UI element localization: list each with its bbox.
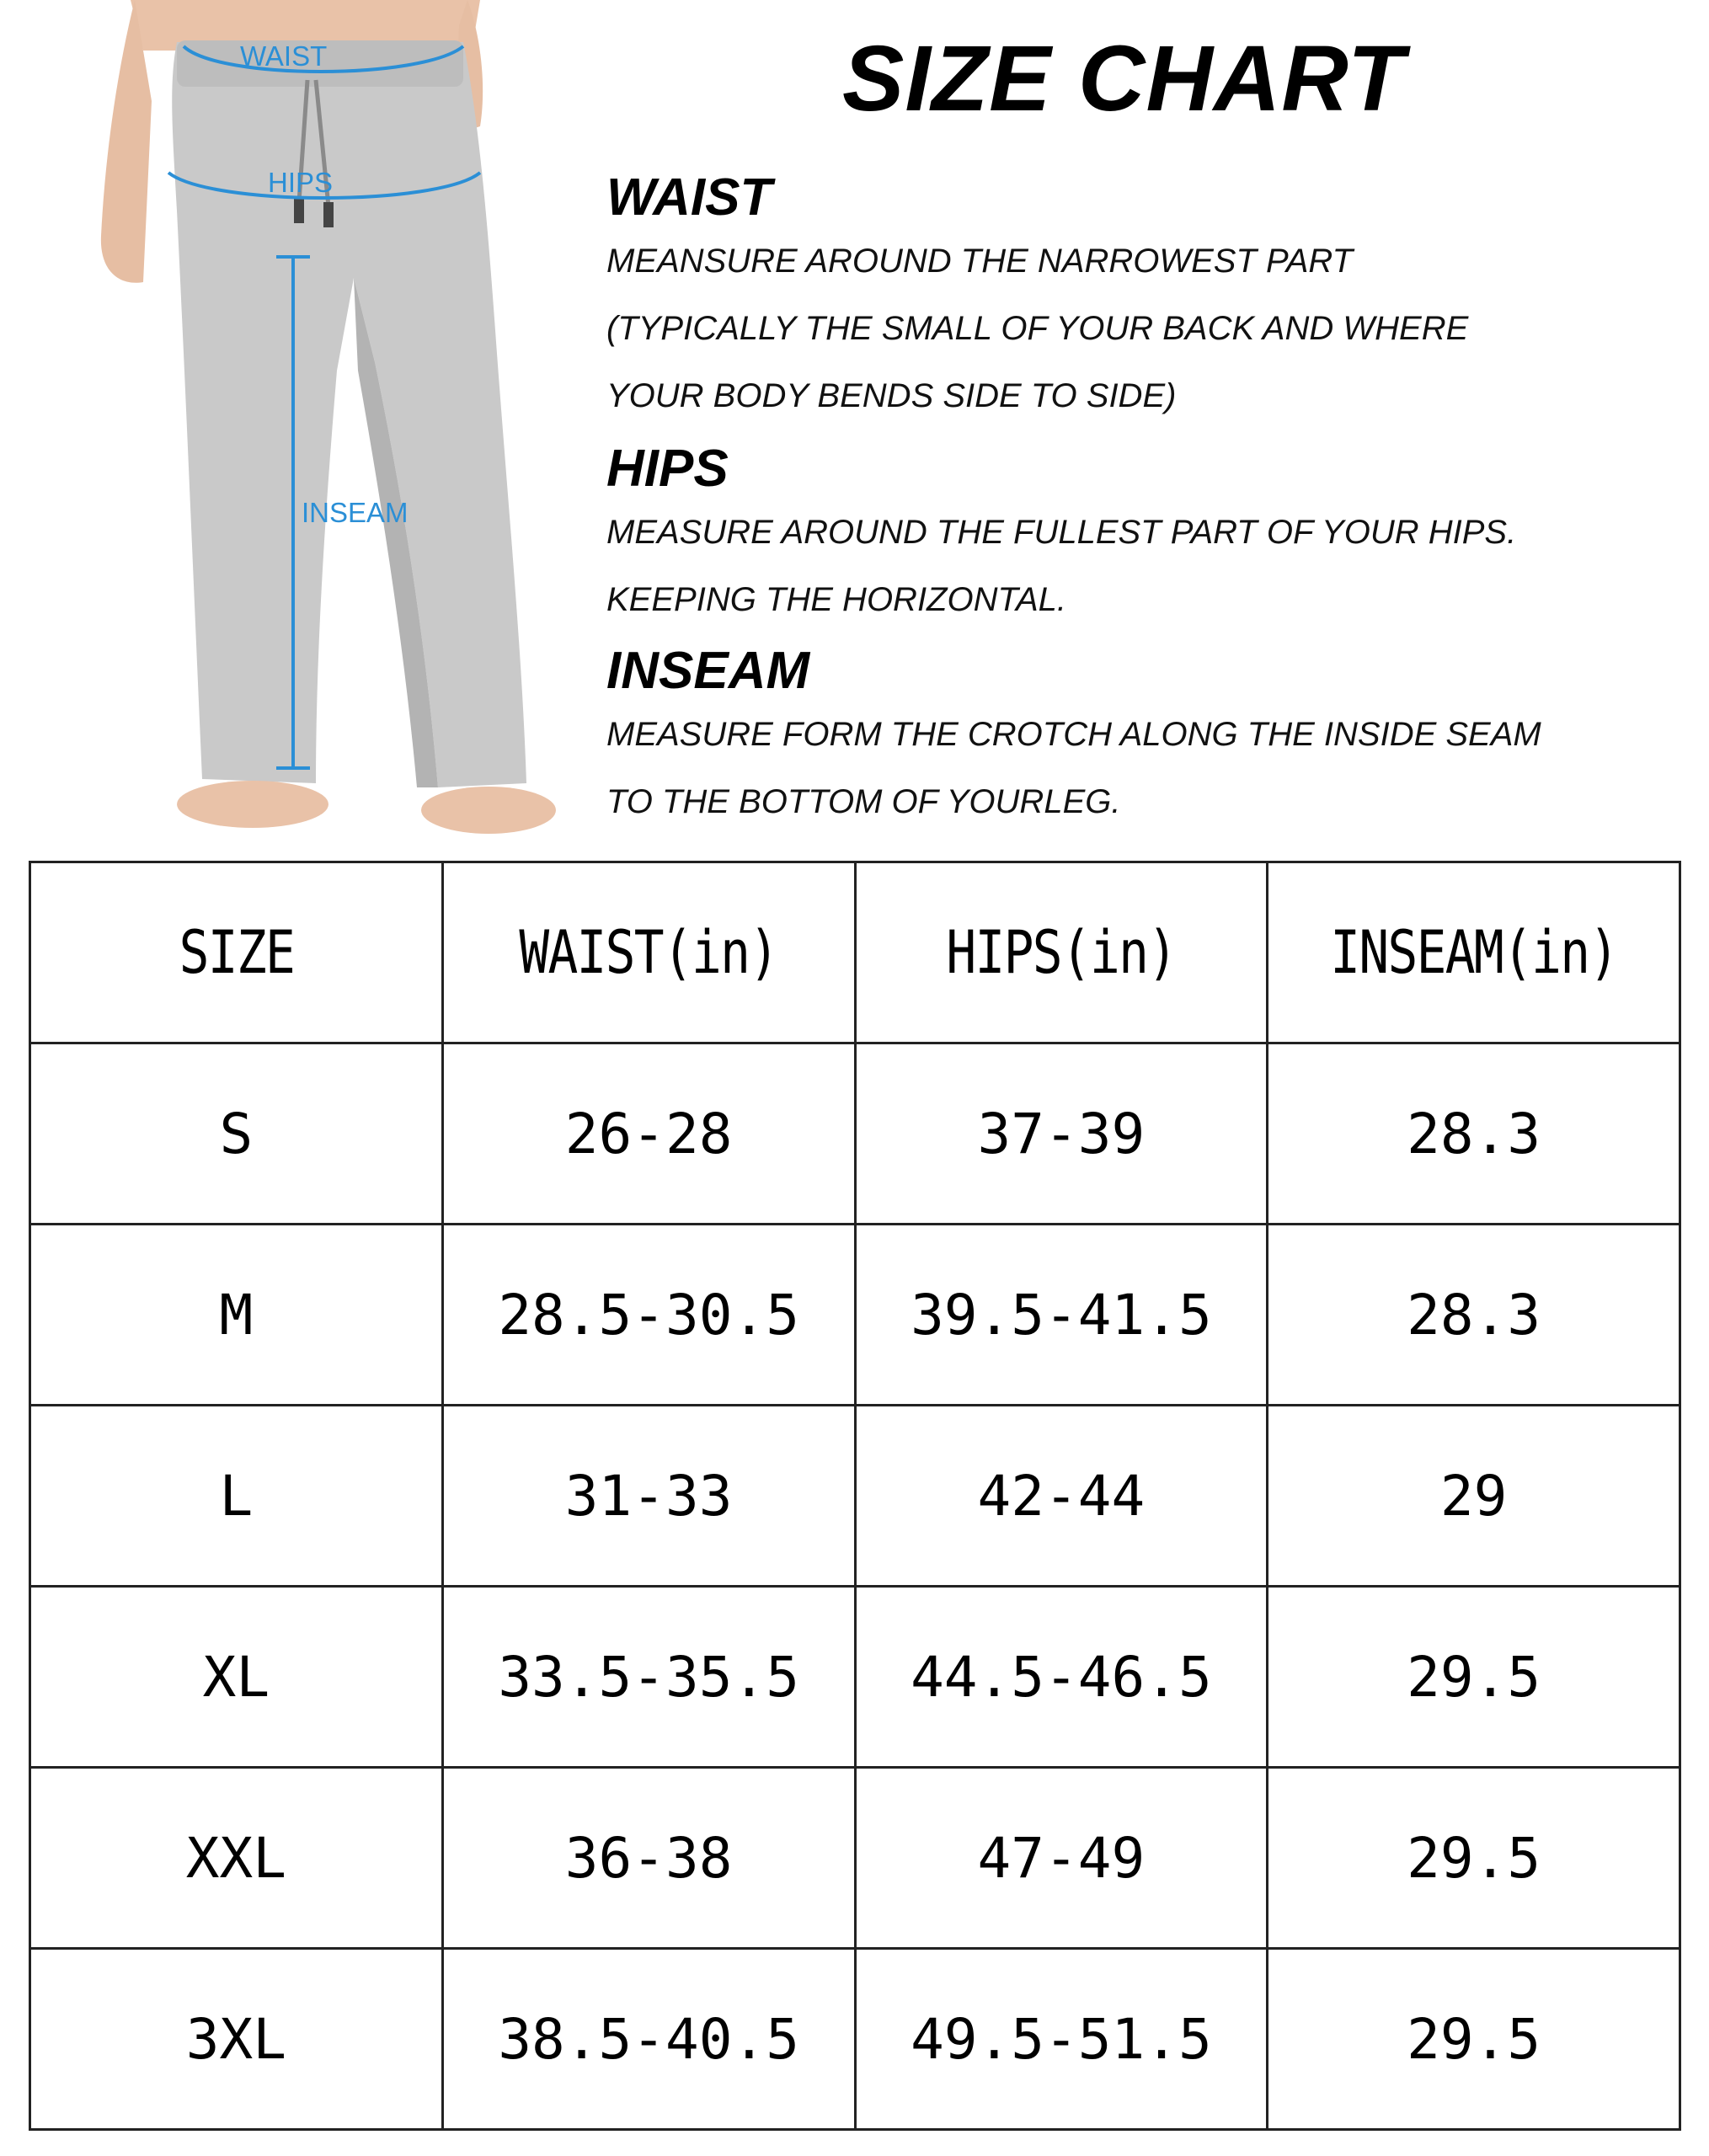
pants-illustration — [84, 0, 556, 842]
inseam-desc-line: MEASURE FORM THE CROTCH ALONG THE INSIDE SEAM — [606, 716, 1541, 753]
hips-cell: 42-44 — [855, 1406, 1268, 1587]
size-cell: L — [30, 1406, 443, 1587]
size-cell: XXL — [30, 1768, 443, 1949]
hips-cell: 47-49 — [855, 1768, 1268, 1949]
left-foot — [177, 781, 328, 828]
hips-cell: 49.5-51.5 — [855, 1949, 1268, 2130]
drawstring-tip-right — [323, 202, 334, 227]
hips-desc-line: MEASURE AROUND THE FULLEST PART OF YOUR HIPS. — [606, 514, 1517, 551]
inseam-cell: 29.5 — [1268, 1949, 1680, 2130]
header-inseam: INSEAM(in) — [1298, 862, 1648, 1043]
waist-cell: 33.5-35.5 — [442, 1587, 855, 1768]
right-foot — [421, 787, 556, 834]
table-row — [30, 1768, 1680, 1949]
waist-cell: 38.5-40.5 — [442, 1949, 855, 2130]
size-cell: XL — [30, 1587, 443, 1768]
waist-cell: 31-33 — [442, 1406, 855, 1587]
waist-label: WAIST — [240, 40, 328, 72]
header-waist: WAIST(in) — [473, 862, 824, 1043]
table-row — [30, 1225, 1680, 1406]
hips-heading: HIPS — [606, 440, 729, 498]
inseam-heading: INSEAM — [606, 642, 810, 700]
hips-cell: 37-39 — [855, 1043, 1268, 1225]
waist-desc-line: (TYPICALLY THE SMALL OF YOUR BACK AND WHERE — [606, 310, 1469, 347]
inseam-cell: 29.5 — [1268, 1587, 1680, 1768]
inseam-cell: 28.3 — [1268, 1225, 1680, 1406]
inseam-cell: 29.5 — [1268, 1768, 1680, 1949]
header-hips: HIPS(in) — [886, 862, 1236, 1043]
inseam-cell: 28.3 — [1268, 1043, 1680, 1225]
hips-desc-line: KEEPING THE HORIZONTAL. — [606, 581, 1066, 618]
table-row — [30, 1587, 1680, 1768]
hips-cell: 44.5-46.5 — [855, 1587, 1268, 1768]
waist-section — [606, 168, 1693, 430]
hips-section — [606, 440, 1693, 633]
table-row — [30, 1043, 1680, 1225]
hips-cell: 39.5-41.5 — [855, 1225, 1268, 1406]
size-cell: S — [30, 1043, 443, 1225]
drawstring-tip-left — [294, 198, 304, 223]
waist-heading: WAIST — [606, 168, 772, 227]
pants-body — [172, 42, 526, 787]
size-table — [29, 861, 1681, 2131]
waist-desc-line: YOUR BODY BENDS SIDE TO SIDE) — [606, 377, 1177, 414]
inseam-desc-line: TO THE BOTTOM OF YOURLEG. — [606, 783, 1121, 820]
page-title: SIZE CHART — [842, 27, 1406, 131]
waist-cell: 28.5-30.5 — [442, 1225, 855, 1406]
table-row — [30, 1949, 1680, 2130]
waist-desc-line: MEANSURE AROUND THE NARROWEST PART — [606, 243, 1353, 280]
waist-cell: 36-38 — [442, 1768, 855, 1949]
table-header-row — [30, 862, 1680, 1043]
waist-cell: 26-28 — [442, 1043, 855, 1225]
header-size: SIZE — [61, 862, 411, 1043]
size-cell: M — [30, 1225, 443, 1406]
inseam-section — [606, 642, 1693, 835]
inseam-label: INSEAM — [302, 497, 409, 528]
table-row — [30, 1406, 1680, 1587]
hips-label: HIPS — [268, 167, 334, 198]
inseam-cell: 29 — [1268, 1406, 1680, 1587]
size-cell: 3XL — [30, 1949, 443, 2130]
